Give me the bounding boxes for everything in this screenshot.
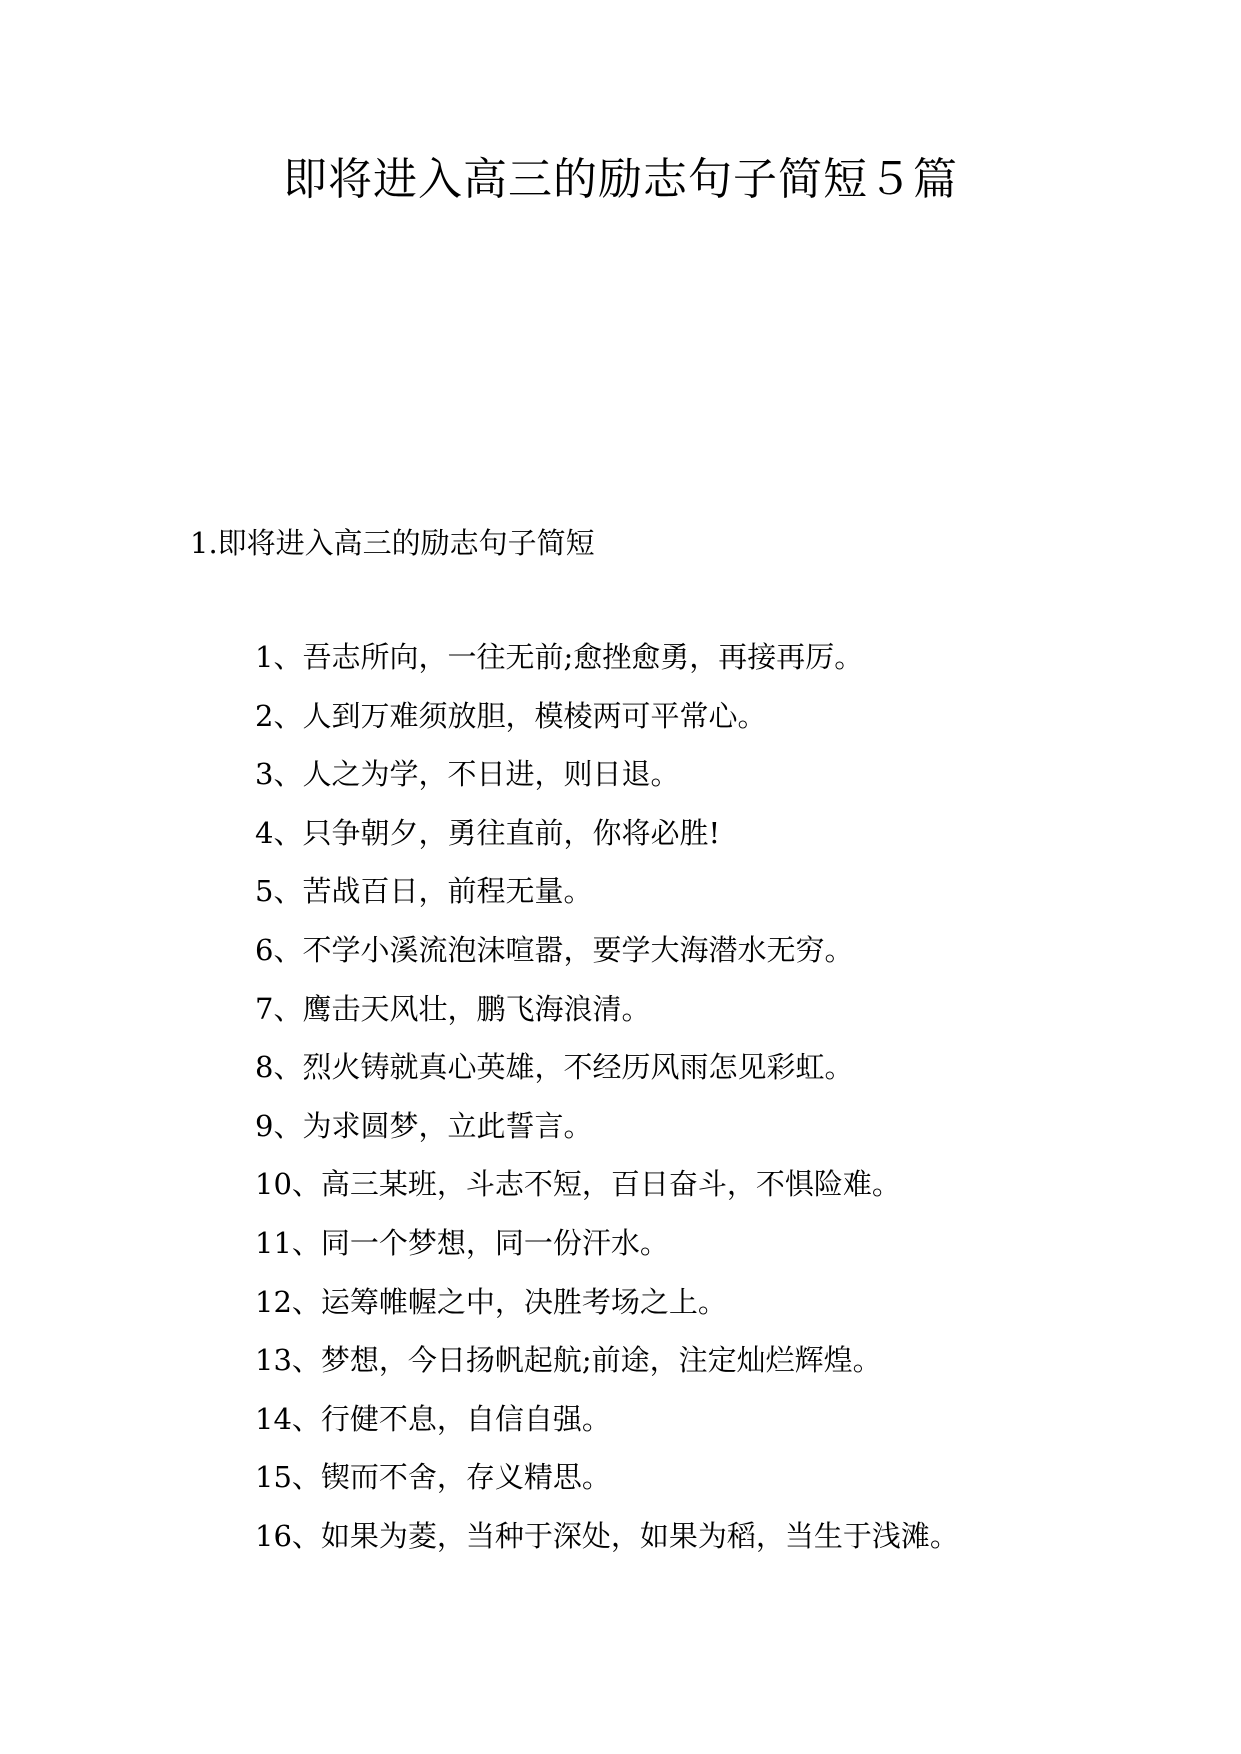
list-item: 8、烈火铸就真心英雄，不经历风雨怎见彩虹。 — [255, 1050, 854, 1085]
quote-list — [255, 635, 959, 1573]
section-heading: 1.即将进入高三的励志句子简短 — [190, 526, 595, 560]
list-item: 7、鹰击天风壮，鹏飞海浪清。 — [255, 991, 651, 1026]
list-item: 13、梦想，今日扬帆起航;前途，注定灿烂辉煌。 — [255, 1343, 882, 1378]
list-item: 12、运筹帷幄之中，决胜考场之上。 — [255, 1284, 727, 1319]
list-item: 6、不学小溪流泡沫喧嚣，要学大海潜水无穷。 — [255, 932, 854, 967]
document-title: 即将进入高三的励志句子简短５篇 — [283, 154, 958, 205]
list-item: 15、锲而不舍，存义精思。 — [255, 1460, 611, 1495]
list-item: 1、吾志所向，一往无前;愈挫愈勇，再接再厉。 — [255, 640, 864, 674]
list-item: 3、人之为学，不日进，则日退。 — [255, 757, 680, 792]
list-item: 4、只争朝夕，勇往直前，你将必胜! — [255, 815, 721, 850]
list-item: 10、高三某班，斗志不短，百日奋斗，不惧险难。 — [255, 1167, 901, 1202]
list-item: 11、同一个梦想，同一份汗水。 — [255, 1225, 669, 1260]
list-item: 14、行健不息，自信自强。 — [255, 1401, 611, 1436]
list-item: 9、为求圆梦，立此誓言。 — [255, 1108, 593, 1143]
list-item: 16、如果为菱，当种于深处，如果为稻，当生于浅滩。 — [255, 1518, 959, 1553]
list-item: 5、苦战百日，前程无量。 — [255, 874, 593, 909]
list-item: 2、人到万难须放胆，模棱两可平常心。 — [255, 698, 767, 733]
